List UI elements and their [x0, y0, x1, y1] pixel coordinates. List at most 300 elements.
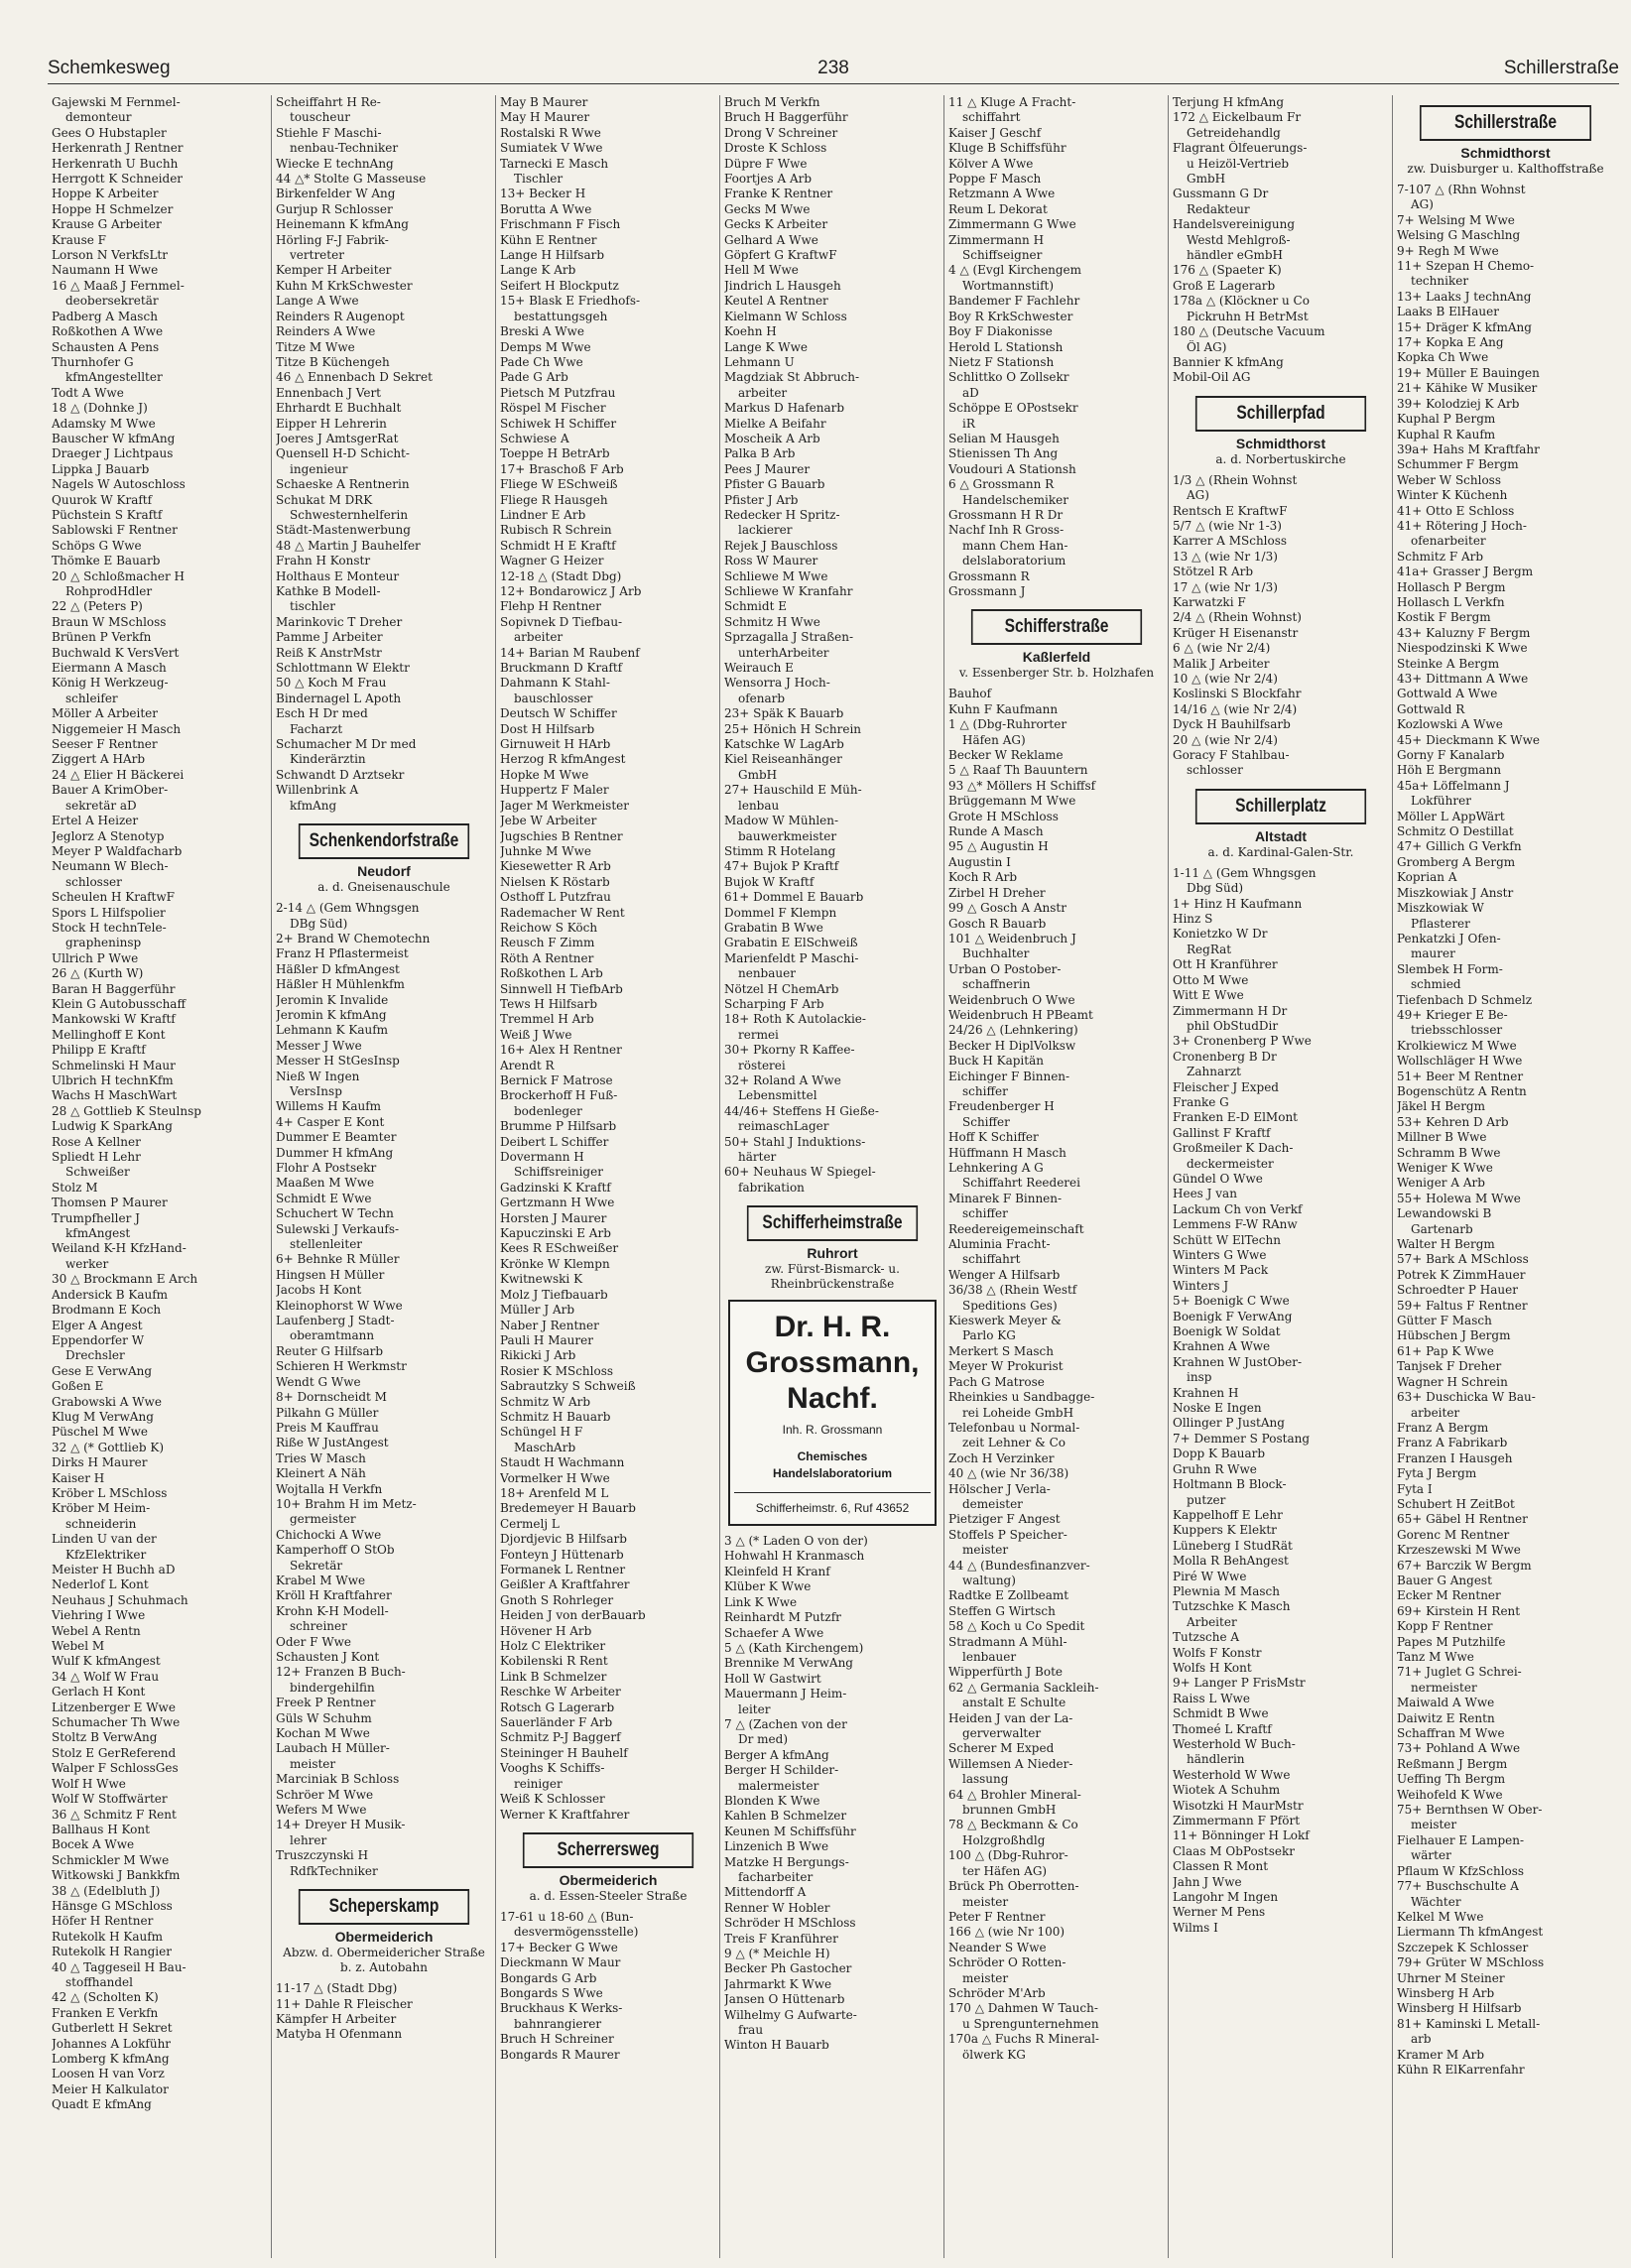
directory-entry: Hörling F-J Fabrik-: [276, 232, 389, 247]
directory-entry: Hoff K Schiffer: [948, 1130, 1039, 1145]
directory-entry: Formanek L Rentner: [500, 1563, 626, 1576]
directory-entry: Reinhardt M Putzfr: [724, 1610, 841, 1625]
directory-entry: Osthoff L Putzfrau: [500, 890, 611, 905]
directory-entry-continuation: mann Chem Han-: [962, 538, 1068, 553]
directory-entry-continuation: schaffnerin: [962, 977, 1031, 992]
directory-entry-continuation: Tischler: [514, 172, 564, 187]
directory-entry: Schmitz F Arb: [1397, 549, 1484, 564]
directory-entry: Weniger K Wwe: [1397, 1161, 1493, 1175]
directory-entry: Heiden J von derBauarb: [500, 1608, 646, 1623]
directory-entry: Koslinski S Blockfahr: [1173, 687, 1302, 701]
directory-entry: Bandemer F Fachlehr: [948, 294, 1080, 309]
directory-entry: Wilms I: [1173, 1920, 1218, 1935]
street-location: zw. Fürst-Bismarck- u. Rheinbrückenstraße: [765, 1262, 900, 1292]
directory-entry: Papes M Putzhilfe: [1397, 1634, 1506, 1649]
advertisement-business-line: Chemisches: [797, 1449, 868, 1463]
directory-entry: Gruhn R Wwe: [1173, 1461, 1257, 1476]
directory-entry: Voudouri A Stationsh: [948, 461, 1076, 476]
directory-entry: 57+ Bark A MSchloss: [1397, 1252, 1529, 1267]
directory-entry: 71+ Juglet G Schrei-: [1397, 1665, 1522, 1680]
directory-entry: Poppe F Masch: [948, 172, 1042, 187]
directory-entry: Chichocki A Wwe: [276, 1527, 382, 1542]
directory-entry: Bruckhaus K Werks-: [500, 2001, 623, 2016]
directory-entry: Kobilenski R Rent: [500, 1654, 608, 1669]
directory-entry: Pach G Matrose: [948, 1374, 1045, 1389]
directory-entry: Kuhn M KrkSchwester: [276, 278, 413, 293]
directory-entry: Kees R ESchweißer: [500, 1241, 619, 1256]
directory-entry: Brüggemann M Wwe: [948, 794, 1076, 809]
directory-entry-continuation: Handelschemiker: [962, 492, 1069, 507]
directory-entry: Classen R Mont: [1173, 1859, 1269, 1874]
directory-entry: Dost H Hilfsarb: [500, 721, 595, 736]
directory-entry-continuation: Pflasterer: [1411, 916, 1470, 931]
directory-entry: Potrek K ZimmHauer: [1397, 1267, 1526, 1282]
directory-entry: Hübschen J Bergm: [1397, 1328, 1511, 1343]
directory-entry: König H Werkzeug-: [52, 676, 169, 691]
directory-entry: Foortjes A Arb: [724, 172, 813, 187]
directory-entry: Klug M VerwAng: [52, 1409, 154, 1424]
directory-entry: Krolkiewicz M Wwe: [1397, 1038, 1517, 1053]
directory-entry: Wolfs H Kont: [1173, 1660, 1252, 1675]
directory-entry-continuation: fabrikation: [738, 1180, 805, 1195]
directory-entry: Meier H Kalkulator: [52, 2081, 169, 2096]
directory-entry: Radtke E Zollbeamt: [948, 1588, 1069, 1603]
directory-entry-continuation: Drechsler: [65, 1348, 125, 1363]
directory-entry-continuation: meister: [962, 1894, 1009, 1909]
directory-entry: Wiotek A Schuhm: [1173, 1783, 1281, 1798]
directory-entry: Trumpfheller J: [52, 1210, 140, 1225]
directory-entry: Schmitz H Bauarb: [500, 1409, 611, 1424]
directory-entry: 78 △ Beckmann & Co: [948, 1818, 1078, 1832]
directory-entry: 30+ Pkorny R Kaffee-: [724, 1043, 855, 1058]
directory-entry: Wolf H Wwe: [52, 1776, 126, 1791]
directory-entry: Schuchert W Techn: [276, 1206, 394, 1221]
directory-entry: 170 △ Dahmen W Tauch-: [948, 2001, 1098, 2016]
directory-entry: 9+ Regh M Wwe: [1397, 243, 1499, 258]
directory-entry: Laubach H Müller-: [276, 1741, 390, 1756]
directory-entry: Winsberg H Arb: [1397, 1985, 1495, 2000]
directory-entry: Terjung H kfmAng: [1173, 95, 1285, 109]
directory-entry: Schöps G Wwe: [52, 538, 142, 553]
directory-entry: Schüngel H F: [500, 1425, 583, 1440]
directory-entry: 3+ Cronenberg P Wwe: [1173, 1034, 1312, 1049]
directory-entry: Stock H technTele-: [52, 920, 167, 935]
directory-entry-continuation: lenbau: [738, 798, 780, 813]
directory-entry: 45a+ Löffelmann J: [1397, 778, 1510, 793]
directory-entry: Rostalski R Wwe: [500, 125, 601, 140]
directory-entry: Rademacher W Rent: [500, 905, 625, 920]
directory-entry: Weber W Schloss: [1397, 472, 1501, 487]
directory-entry: Grabowski A Wwe: [52, 1394, 162, 1409]
directory-entry: Jacobs H Kont: [276, 1283, 362, 1298]
directory-entry: Gadzinski K Kraftf: [500, 1180, 611, 1195]
directory-entry: Magdziak St Abbruch-: [724, 370, 860, 385]
directory-entry: Reusch F Zimm: [500, 936, 595, 950]
directory-entry: Nielsen K Röstarb: [500, 874, 610, 889]
directory-entry: Krohn K-H Modell-: [276, 1603, 389, 1618]
directory-entry: Draeger J Lichtpaus: [52, 446, 174, 461]
directory-entry-continuation: desvermögensstelle): [514, 1925, 639, 1940]
directory-entry: Kleinfeld H Kranf: [724, 1564, 830, 1578]
directory-entry: 166 △ (wie Nr 100): [948, 1925, 1066, 1940]
directory-entry-continuation: delslaboratorium: [962, 554, 1066, 568]
directory-entry: Bauer A KrimOber-: [52, 783, 169, 798]
directory-entry: Hollasch L Verkfn: [1397, 594, 1505, 609]
directory-entry-continuation: nermeister: [1411, 1680, 1477, 1695]
directory-entry: Deibert L Schiffer: [500, 1134, 609, 1149]
directory-entry: Sopivnek D Tiefbau-: [500, 614, 623, 629]
directory-entry: Huppertz F Maler: [500, 783, 609, 798]
directory-entry: Neander S Wwe: [948, 1940, 1047, 1954]
directory-entry: Weirauch E: [724, 661, 794, 676]
directory-entry: Juhnke M Wwe: [500, 843, 591, 858]
directory-entry: Fliege W ESchweiß: [500, 477, 618, 492]
directory-entry: Drong V Schreiner: [724, 125, 838, 140]
directory-entry-continuation: Wächter: [1411, 1894, 1461, 1909]
directory-entry: Redecker H Spritz-: [724, 507, 840, 522]
directory-entry: Franke G: [1173, 1094, 1229, 1109]
directory-entry: Lange H Hilfsarb: [500, 248, 605, 263]
directory-entry: Demps M Wwe: [500, 339, 591, 354]
directory-entry: Stolz E GerReferend: [52, 1745, 177, 1760]
directory-entry: Winters J: [1173, 1278, 1229, 1293]
directory-entry: Wachs H MaschWart: [52, 1088, 178, 1103]
directory-entry: Sulewski J Verkaufs-: [276, 1221, 400, 1236]
directory-entry-continuation: ölwerk KG: [962, 2047, 1026, 2062]
district-name: Ruhrort: [807, 1245, 858, 1262]
directory-entry: 21+ Kähike W Musiker: [1397, 381, 1538, 396]
directory-entry-continuation: tischler: [290, 599, 335, 614]
directory-entry: Rutekolk H Rangier: [52, 1945, 172, 1959]
directory-entry: 48 △ Martin J Bauhelfer: [276, 538, 421, 553]
directory-entry: Pees J Maurer: [724, 461, 811, 476]
directory-entry: Scherer M Exped: [948, 1741, 1055, 1756]
directory-entry: Dommel F Klempn: [724, 905, 837, 920]
directory-entry-continuation: AG): [1411, 197, 1434, 212]
directory-entry-continuation: schneiderin: [65, 1516, 137, 1531]
directory-entry: Brünen P Verkfn: [52, 630, 152, 645]
district-name: Obermeiderich: [559, 1871, 658, 1888]
directory-entry-continuation: ingenieur: [290, 461, 348, 476]
directory-entry: Ziggert A HArb: [52, 752, 146, 767]
directory-entry: 6 △ Grossmann R: [948, 477, 1055, 492]
directory-entry: Palka B Arb: [724, 446, 796, 461]
district-name: Kaßlerfeld: [1022, 649, 1091, 666]
directory-entry: Sauerländer F Arb: [500, 1715, 613, 1730]
directory-entry: Düpre F Wwe: [724, 156, 808, 171]
directory-entry: Grote H MSchloss: [948, 809, 1059, 823]
directory-entry: Schröer M Wwe: [276, 1787, 374, 1802]
directory-entry: Buchwald K VersVert: [52, 645, 180, 660]
advertisement-business-line: Handelslaboratorium: [772, 1465, 893, 1480]
directory-entry-continuation: aD: [962, 385, 979, 400]
directory-entry: 9 △ (* Meichle H): [724, 1947, 830, 1961]
directory-entry: Ludwig K SparkAng: [52, 1119, 173, 1134]
directory-entry: Tarnecki E Masch: [500, 156, 609, 171]
directory-entry-continuation: facharbeiter: [738, 1870, 814, 1884]
directory-entry: Gerlach H Kont: [52, 1685, 146, 1700]
directory-entry: Bannier K kfmAng: [1173, 354, 1284, 369]
directory-entry: Lippka J Bauarb: [52, 461, 150, 476]
directory-entry-continuation: schlosser: [1187, 763, 1243, 778]
directory-entry: Gosch R Bauarb: [948, 916, 1047, 931]
directory-entry: 77+ Buschschulte A: [1397, 1879, 1519, 1894]
directory-entry-continuation: Holzgroßhdlg: [962, 1832, 1046, 1847]
directory-entry: Stoffels P Speicher-: [948, 1527, 1067, 1542]
directory-entry: Walter H Bergm: [1397, 1237, 1495, 1252]
street-heading: Scheperskamp: [299, 1889, 469, 1925]
directory-entry: Sinnwell H TiefbArb: [500, 981, 623, 996]
directory-entry: Möller L AppWärt: [1397, 809, 1505, 823]
directory-entry: Merkert S Masch: [948, 1343, 1054, 1358]
directory-entry: Jeglorz A Stenotyp: [52, 828, 165, 843]
directory-entry: Riße W JustAngest: [276, 1436, 389, 1450]
directory-entry: Blonden K Wwe: [724, 1793, 820, 1808]
directory-entry-continuation: triebsschlosser: [1411, 1023, 1503, 1038]
directory-entry: Boy R KrkSchwester: [948, 309, 1073, 323]
directory-entry: Bauer G Angest: [1397, 1573, 1492, 1587]
directory-entry: 53+ Kehren D Arb: [1397, 1114, 1509, 1129]
directory-entry-continuation: Wortmannstift): [962, 278, 1055, 293]
directory-entry: Joeres J AmtsgerRat: [276, 431, 399, 445]
directory-entry: Jebe W Arbeiter: [500, 814, 597, 828]
directory-entry: 39+ Kolodziej K Arb: [1397, 396, 1520, 411]
directory-entry-continuation: bindergehilfin: [290, 1680, 375, 1695]
page-number: 238: [817, 58, 849, 78]
directory-entry-continuation: werker: [65, 1256, 109, 1271]
directory-entry: Herkenrath J Rentner: [52, 141, 184, 156]
directory-entry-continuation: kfmAng: [290, 798, 337, 813]
directory-entry: Heiden J van der La-: [948, 1710, 1073, 1725]
directory-entry: Gertzmann H Wwe: [500, 1196, 615, 1210]
directory-entry: Andersick B Kaufm: [52, 1287, 169, 1302]
directory-entry: 9+ Langer P FrisMstr: [1173, 1676, 1306, 1691]
directory-entry: Peter F Rentner: [948, 1909, 1046, 1924]
directory-entry-continuation: insp: [1187, 1370, 1212, 1385]
directory-entry: Messer H StGesInsp: [276, 1054, 400, 1069]
directory-entry: Esch H Dr med: [276, 706, 368, 721]
directory-entry: 55+ Holewa M Wwe: [1397, 1191, 1521, 1205]
directory-entry: Schaefer A Wwe: [724, 1625, 824, 1640]
directory-entry: Stradmann A Mühl-: [948, 1634, 1067, 1649]
directory-entry: 59+ Faltus F Rentner: [1397, 1298, 1528, 1313]
directory-entry: Lehmann K Kaufm: [276, 1023, 389, 1038]
directory-entry: Sprzagalla J Straßen-: [724, 630, 854, 645]
directory-entry: Jahrmarkt K Wwe: [724, 1976, 832, 1991]
directory-entry-continuation: arbeiter: [1411, 1405, 1460, 1420]
directory-entry: 13+ Laaks J technAng: [1397, 289, 1532, 304]
directory-entry: 51+ Beer M Rentner: [1397, 1069, 1524, 1083]
directory-entry: Zimmermann F Pfört: [1173, 1814, 1301, 1828]
directory-entry: Rejek J Bauschloss: [724, 538, 838, 553]
directory-entry: Schmidt E: [724, 599, 787, 614]
directory-entry: Pamme J Arbeiter: [276, 630, 383, 645]
directory-entry: Marinkovic T Dreher: [276, 614, 403, 629]
district-name: Obermeiderich: [334, 1929, 434, 1946]
directory-entry: 3 △ (* Laden O von der): [724, 1534, 868, 1549]
directory-entry: 46 △ Ennenbach D Sekret: [276, 370, 433, 385]
directory-entry: 1-11 △ (Gem Whngsgen: [1173, 865, 1317, 880]
directory-entry: Dieckmann W Maur: [500, 1955, 621, 1970]
directory-entry-continuation: Häfen AG): [962, 732, 1026, 747]
directory-entry: Meyer W Prokurist: [948, 1359, 1064, 1374]
directory-entry-continuation: ofenarb: [738, 691, 786, 705]
directory-entry: Thomsen P Maurer: [52, 1196, 168, 1210]
directory-entry: 12-18 △ (Stadt Dbg): [500, 568, 622, 583]
street-location: v. Essenberger Str. b. Holzhafen: [958, 666, 1155, 681]
directory-entry: 4+ Casper E Kont: [276, 1114, 385, 1129]
directory-entry: Wolf W Stoffwärter: [52, 1792, 168, 1807]
directory-entry: 6 △ (wie Nr 2/4): [1173, 641, 1271, 656]
directory-entry: Wolfs F Konstr: [1173, 1645, 1262, 1660]
directory-entry: Stimm R Hotelang: [724, 843, 836, 858]
directory-entry: Link K Wwe: [724, 1594, 798, 1609]
directory-entry: Link B Schmelzer: [500, 1669, 607, 1684]
directory-entry: Schröder H MSchloss: [724, 1916, 856, 1931]
directory-entry: Jeromin K kfmAng: [276, 1007, 387, 1022]
directory-entry: Schubert H ZeitBot: [1397, 1496, 1515, 1511]
directory-entry: Lorson N VerkfsLtr: [52, 248, 168, 263]
directory-entry-continuation: frau: [738, 2023, 764, 2038]
directory-entry-continuation: putzer: [1187, 1492, 1226, 1507]
directory-entry-continuation: MaschArb: [514, 1440, 576, 1454]
directory-entry: 40 △ (wie Nr 36/38): [948, 1466, 1069, 1481]
directory-entry: Rosier K MSchloss: [500, 1363, 614, 1378]
directory-entry: Marciniak B Schloss: [276, 1772, 400, 1787]
directory-entry: Bogenschütz A Rentn: [1397, 1083, 1527, 1098]
directory-entry-continuation: rei Loheide GmbH: [962, 1405, 1074, 1420]
directory-entry: Steffen G Wirtsch: [948, 1603, 1056, 1618]
directory-entry: 5 △ Raaf Th Bauuntern: [948, 763, 1088, 778]
directory-entry: Weiland K-H KfzHand-: [52, 1241, 187, 1256]
directory-entry: 172 △ Eickelbaum Fr: [1173, 110, 1302, 125]
directory-entry: Naumann H Wwe: [52, 263, 159, 278]
directory-entry: Bongards G Arb: [500, 1970, 597, 1985]
directory-entry: Gecks K Arbeiter: [724, 217, 828, 232]
directory-entry-continuation: lenbauer: [962, 1650, 1017, 1664]
directory-entry: Reedereigemeinschaft: [948, 1221, 1084, 1236]
directory-entry: Hohwahl H Kranmasch: [724, 1549, 865, 1564]
directory-entry: 25+ Hönich H Schrein: [724, 721, 862, 736]
directory-entry: 10+ Brahm H im Metz-: [276, 1496, 417, 1511]
directory-entry: 101 △ Weidenbruch J: [948, 931, 1076, 945]
directory-entry: 14/16 △ (wie Nr 2/4): [1173, 701, 1298, 716]
directory-entry: Schlittko O Zollsekr: [948, 370, 1069, 385]
directory-entry: 44 △ (Bundesfinanzver-: [948, 1558, 1090, 1573]
directory-entry: Witkowski J Bankkfm: [52, 1868, 181, 1883]
directory-entry-continuation: techniker: [1411, 274, 1469, 289]
district-name: Schmidthorst: [1235, 435, 1326, 451]
directory-entry: Meister H Buchh aD: [52, 1563, 176, 1576]
directory-entry: 7-107 △ (Rhn Wohnst: [1397, 183, 1526, 196]
directory-entry: Maaßen M Wwe: [276, 1176, 375, 1191]
directory-entry: Freek P Rentner: [276, 1696, 376, 1710]
directory-entry: Brumme P Hilfsarb: [500, 1119, 617, 1134]
directory-entry: Schaffran M Wwe: [1397, 1726, 1505, 1741]
directory-entry: Rheinkies u Sandbagge-: [948, 1390, 1095, 1405]
directory-entry: Jansen O Hüttenarb: [724, 1992, 845, 2007]
directory-entry: Dyck H Bauhilfsarb: [1173, 717, 1291, 732]
directory-entry: Oder F Wwe: [276, 1634, 352, 1649]
directory-entry: Ueffing Th Bergm: [1397, 1772, 1506, 1787]
directory-entry: Pfister J Arb: [724, 492, 799, 507]
directory-entry: 13 △ (wie Nr 1/3): [1173, 549, 1278, 564]
directory-entry: Scheiffahrt H Re-: [276, 95, 381, 109]
directory-entry: Djordjevic B Hilfsarb: [500, 1532, 627, 1547]
directory-entry: Seifert H Blockputz: [500, 278, 619, 293]
directory-entry: Bongards S Wwe: [500, 1985, 603, 2000]
directory-entry: Eichinger F Binnen-: [948, 1069, 1070, 1083]
directory-entry: Todt A Wwe: [52, 385, 124, 400]
directory-entry: Becker H DiplVolksw: [948, 1038, 1076, 1053]
directory-entry: Tries W Masch: [276, 1450, 366, 1465]
directory-entry: Sablowski F Rentner: [52, 523, 178, 538]
street-heading: Schifferheimstraße: [747, 1205, 918, 1241]
directory-entry: Holtmann B Block-: [1173, 1477, 1287, 1492]
directory-entry: Titze M Wwe: [276, 339, 355, 354]
directory-entry: Wojtalla H Verkfn: [276, 1481, 383, 1496]
directory-entry: Stoltz B VerwAng: [52, 1730, 158, 1745]
directory-entry: Spliedt H Lehr: [52, 1150, 141, 1165]
directory-entry: Reichow S Köch: [500, 920, 598, 935]
directory-entry: 58 △ Koch u Co Spedit: [948, 1619, 1085, 1634]
directory-entry: 62 △ Germania Sackleih-: [948, 1680, 1099, 1695]
directory-entry: 15+ Blask E Friedhofs-: [500, 294, 641, 309]
district-name: Neudorf: [357, 863, 411, 880]
directory-column: [944, 95, 1169, 2258]
directory-entry: Keunen M Schiffsführ: [724, 1824, 856, 1838]
directory-entry: Webel A Rentn: [52, 1623, 141, 1638]
directory-entry-continuation: Öl AG): [1187, 339, 1227, 354]
directory-entry-continuation: grapheninsp: [65, 936, 142, 950]
directory-entry: Wagner H Schrein: [1397, 1374, 1508, 1389]
directory-entry: Schukat M DRK: [276, 492, 373, 507]
directory-column: [1169, 95, 1393, 2258]
directory-entry-continuation: GmbH: [1187, 172, 1226, 187]
directory-entry-continuation: deckermeister: [1187, 1156, 1274, 1171]
directory-entry: Scheulen H KraftwF: [52, 890, 175, 905]
directory-entry: 44/46+ Steffens H Gieße-: [724, 1103, 879, 1118]
directory-entry: Dopp K Bauarb: [1173, 1447, 1266, 1461]
street-location: a. d. Gneisenauschule: [317, 880, 450, 895]
directory-entry: Gütter F Masch: [1397, 1314, 1492, 1328]
directory-entry: Jahn J Wwe: [1173, 1874, 1242, 1889]
directory-entry: Titze B Küchengeh: [276, 354, 390, 369]
directory-entry: 7+ Welsing M Wwe: [1397, 212, 1515, 227]
directory-entry: Webel M: [52, 1639, 105, 1654]
directory-entry-continuation: Dr med): [738, 1732, 789, 1747]
directory-entry: Schramm B Wwe: [1397, 1145, 1501, 1160]
directory-entry: Reum L Dekorat: [948, 201, 1048, 216]
directory-entry: Baran H Baggerführ: [52, 981, 176, 996]
directory-entry: Boenigk W Soldat: [1173, 1324, 1281, 1339]
directory-entry-continuation: meister: [962, 1970, 1009, 1985]
directory-entry: Willenbrink A: [276, 783, 359, 798]
directory-entry: Lindner E Arb: [500, 507, 586, 522]
directory-entry: 93 △* Möllers H Schiffsf: [948, 778, 1096, 793]
directory-entry: Gelhard A Wwe: [724, 232, 818, 247]
directory-entry: Schmickler M Wwe: [52, 1852, 170, 1867]
directory-entry-continuation: unterhArbeiter: [738, 645, 829, 660]
directory-entry: Frahn H Konstr: [276, 554, 371, 568]
directory-entry: Gajewski M Fernmel-: [52, 95, 181, 109]
directory-entry-continuation: vertreter: [290, 248, 344, 263]
directory-entry: 2+ Brand W Chemotechn: [276, 931, 431, 945]
directory-entry: Uhrner M Steiner: [1397, 1970, 1505, 1985]
directory-entry-continuation: anstalt E Schulte: [962, 1696, 1066, 1710]
directory-entry: Groß E Lagerarb: [1173, 278, 1276, 293]
directory-entry: 24/26 △ (Lehnkering): [948, 1023, 1078, 1038]
